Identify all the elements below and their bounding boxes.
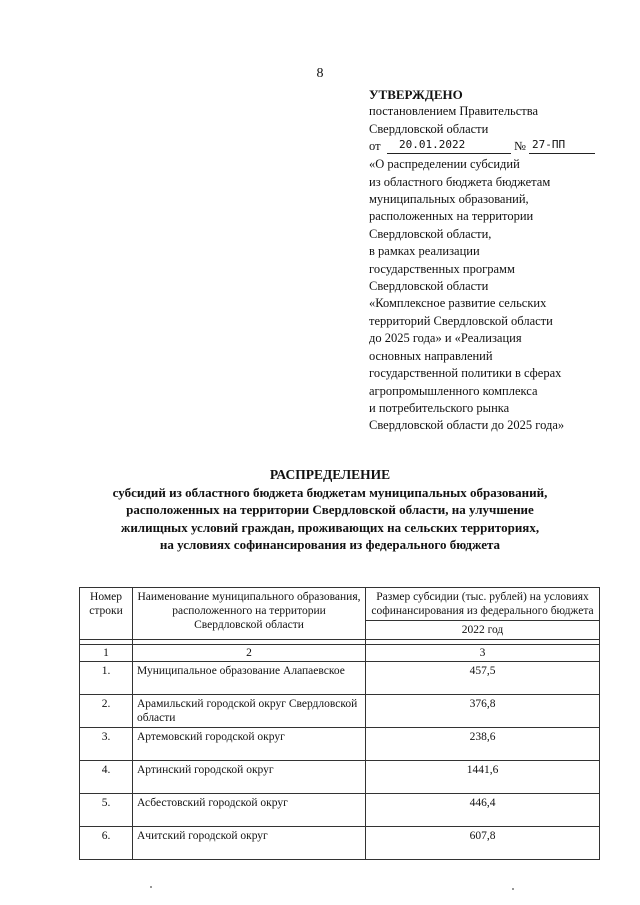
column-number: 1 xyxy=(80,645,133,662)
municipality-name: Ачитский городской округ xyxy=(133,827,366,860)
header-row-number: Номер строки xyxy=(80,588,133,640)
header-subsidy: Размер субсидии (тыс. рублей) на условиях софинансирования из федерального бюджета xyxy=(366,588,600,621)
decree-title-line: расположенных на территории xyxy=(369,209,534,224)
municipality-name: Асбестовский городской округ xyxy=(133,794,366,827)
number-prefix: № xyxy=(514,139,526,154)
decree-title-line: Свердловской области до 2025 года» xyxy=(369,418,565,433)
row-number: 5. xyxy=(80,794,133,827)
document-title-line: на условиях софинансирования из федерального бюджета xyxy=(159,537,501,552)
decree-title-line: агропромышленного комплекса xyxy=(369,383,538,398)
table-header-row xyxy=(80,588,600,621)
document-title-main: РАСПРЕДЕЛЕНИЕ xyxy=(269,467,391,482)
municipality-name: Арамильский городской округ Свердловской области xyxy=(133,695,366,728)
scan-speck xyxy=(150,886,152,888)
decree-title-line: в рамках реализации xyxy=(369,244,480,259)
header-municipality: Наименование муниципального образования, расположенного на территории Свердловской области xyxy=(133,588,366,640)
decree-title-line: государственных программ xyxy=(369,261,515,276)
column-number: 3 xyxy=(366,645,600,662)
distribution-table xyxy=(79,587,600,860)
table-row xyxy=(80,695,600,728)
approval-heading: УТВЕРЖДЕНО xyxy=(369,87,463,102)
subsidy-amount: 446,4 xyxy=(366,794,600,827)
subsidy-amount: 238,6 xyxy=(366,728,600,761)
page-number: 8 xyxy=(316,66,324,81)
document-title-line: субсидий из областного бюджета бюджетам муниципальных образований, xyxy=(112,484,548,500)
decree-title-line: и потребительского рынка xyxy=(369,400,510,415)
approval-block xyxy=(369,86,629,435)
approval-line-2: Свердловской области xyxy=(369,121,489,136)
decree-title-line: территорий Свердловской области xyxy=(369,313,553,328)
table-row xyxy=(80,794,600,827)
decree-title-line: до 2025 года» и «Реализация xyxy=(369,331,522,346)
column-number: 2 xyxy=(133,645,366,662)
decree-title-line: Свердловской области, xyxy=(369,226,492,241)
table-row xyxy=(80,761,600,794)
decree-title xyxy=(369,156,629,435)
decree-title-line: основных направлений xyxy=(369,348,493,363)
decree-title-line: «Комплексное развитие сельских xyxy=(369,296,547,311)
document-title-line: расположенных на территории Свердловской области, на улучшение xyxy=(126,502,534,517)
subsidy-amount: 607,8 xyxy=(366,827,600,860)
municipality-name: Артемовский городской округ xyxy=(133,728,366,761)
document-title xyxy=(60,466,600,554)
row-number: 1. xyxy=(80,662,133,695)
decree-date: 20.01.2022 xyxy=(399,138,466,152)
date-prefix: от xyxy=(369,139,381,154)
subsidy-amount: 457,5 xyxy=(366,662,600,695)
table-row xyxy=(80,662,600,695)
row-number: 4. xyxy=(80,761,133,794)
document-title-line: жилищных условий граждан, проживающих на сельских территориях, xyxy=(120,519,540,535)
decree-title-line: государственной политики в сферах xyxy=(369,366,562,381)
decree-number: 27-ПП xyxy=(532,138,566,152)
municipality-name: Артинский городской округ xyxy=(133,761,366,794)
row-number: 3. xyxy=(80,728,133,761)
decree-title-line: Свердловской области xyxy=(369,279,489,294)
decree-date-line xyxy=(369,138,629,156)
column-number-row xyxy=(80,645,600,662)
subsidy-amount: 376,8 xyxy=(366,695,600,728)
municipality-name: Муниципальное образование Алапаевское xyxy=(133,662,366,695)
table-row xyxy=(80,728,600,761)
decree-title-line: муниципальных образований, xyxy=(369,192,529,207)
decree-title-line: из областного бюджета бюджетам xyxy=(369,174,551,189)
subsidy-amount: 1441,6 xyxy=(366,761,600,794)
scan-speck xyxy=(512,888,514,890)
decree-title-line: «О распределении субсидий xyxy=(369,157,520,172)
row-number: 6. xyxy=(80,827,133,860)
approval-line-1: постановлением Правительства xyxy=(369,104,539,119)
row-number: 2. xyxy=(80,695,133,728)
header-year: 2022 год xyxy=(366,621,600,640)
table-row xyxy=(80,827,600,860)
